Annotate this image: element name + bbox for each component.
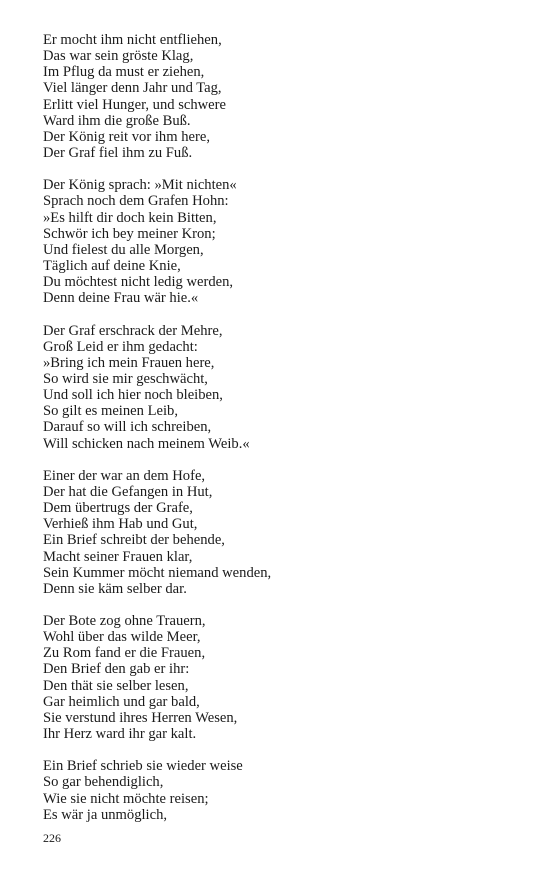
verse-line: Das war sein gröste Klag, [43,48,194,65]
verse-line: Es wär ja unmöglich, [43,806,168,823]
page-number: 226 [43,831,61,845]
stanza-2 [43,177,523,306]
verse-line: Ward ihm die große Buß. [43,112,191,129]
verse-line: Du möchtest nicht ledig werden, [43,274,234,291]
verse-line: Der König reit vor ihm here, [43,128,210,145]
verse-line: Und fielest du alle Morgen, [43,241,204,258]
stanza-4 [43,468,523,597]
verse-line: Und soll ich hier noch bleiben, [43,387,223,404]
verse-line: Wie sie nicht möchte reisen; [43,790,209,807]
verse-line: Ein Brief schreibt der behende, [43,532,225,549]
verse-line: Denn deine Frau wär hie.« [43,290,199,307]
verse-line: Im Pflug da must er ziehen, [43,64,205,81]
verse-line: Darauf so will ich schreiben, [43,419,212,436]
verse-line: Der Graf fiel ihm zu Fuß. [43,145,193,162]
verse-line: Viel länger denn Jahr und Tag, [43,80,222,97]
verse-line: Gar heimlich und gar bald, [43,693,200,710]
verse-line: Dem übertrugs der Grafe, [43,500,193,517]
verse-line: Schwör ich bey meiner Kron; [43,225,216,242]
verse-line: Zu Rom fand er die Frauen, [43,645,206,662]
stanza-1 [43,32,523,161]
verse-line: Der hat die Gefangen in Hut, [43,483,213,500]
verse-line: Der König sprach: »Mit nichten« [43,177,237,194]
stanza-6 [43,758,523,823]
verse-line: »Bring ich mein Frauen here, [43,354,215,371]
verse-line: So gar behendiglich, [43,774,164,791]
verse-line: Groß Leid er ihm gedacht: [43,338,198,355]
verse-line: So gilt es meinen Leib, [43,403,178,420]
verse-line: Täglich auf deine Knie, [43,258,181,275]
verse-line: Den Brief den gab er ihr: [43,661,190,678]
stanza-3 [43,323,523,452]
verse-line: Will schicken nach meinem Weib.« [43,435,250,452]
stanza-5 [43,613,523,742]
verse-line: Verhieß ihm Hab und Gut, [43,516,198,533]
verse-line: Macht seiner Frauen klar, [43,548,193,565]
verse-line: Ein Brief schrieb sie wieder weise [43,758,243,775]
verse-line: So wird sie mir geschwächt, [43,370,208,387]
verse-line: Ihr Herz ward ihr gar kalt. [43,726,197,743]
verse-line: Sein Kummer möcht niemand wenden, [43,564,272,581]
verse-line: Erlitt viel Hunger, und schwere [43,96,226,113]
verse-line: Denn sie käm selber dar. [43,580,187,597]
verse-line: Sprach noch dem Grafen Hohn: [43,193,229,210]
verse-line: Er mocht ihm nicht entfliehen, [43,32,222,48]
verse-line: Der Bote zog ohne Trauern, [43,613,206,629]
verse-line: Wohl über das wilde Meer, [43,629,201,646]
verse-line: Den thät sie selber lesen, [43,677,189,694]
poem-text [43,32,523,839]
verse-line: Sie verstund ihres Herren Wesen, [43,709,238,726]
verse-line: »Es hilft dir doch kein Bitten, [43,209,217,226]
verse-line: Der Graf erschrack der Mehre, [43,322,223,339]
verse-line: Einer der war an dem Hofe, [43,467,206,484]
